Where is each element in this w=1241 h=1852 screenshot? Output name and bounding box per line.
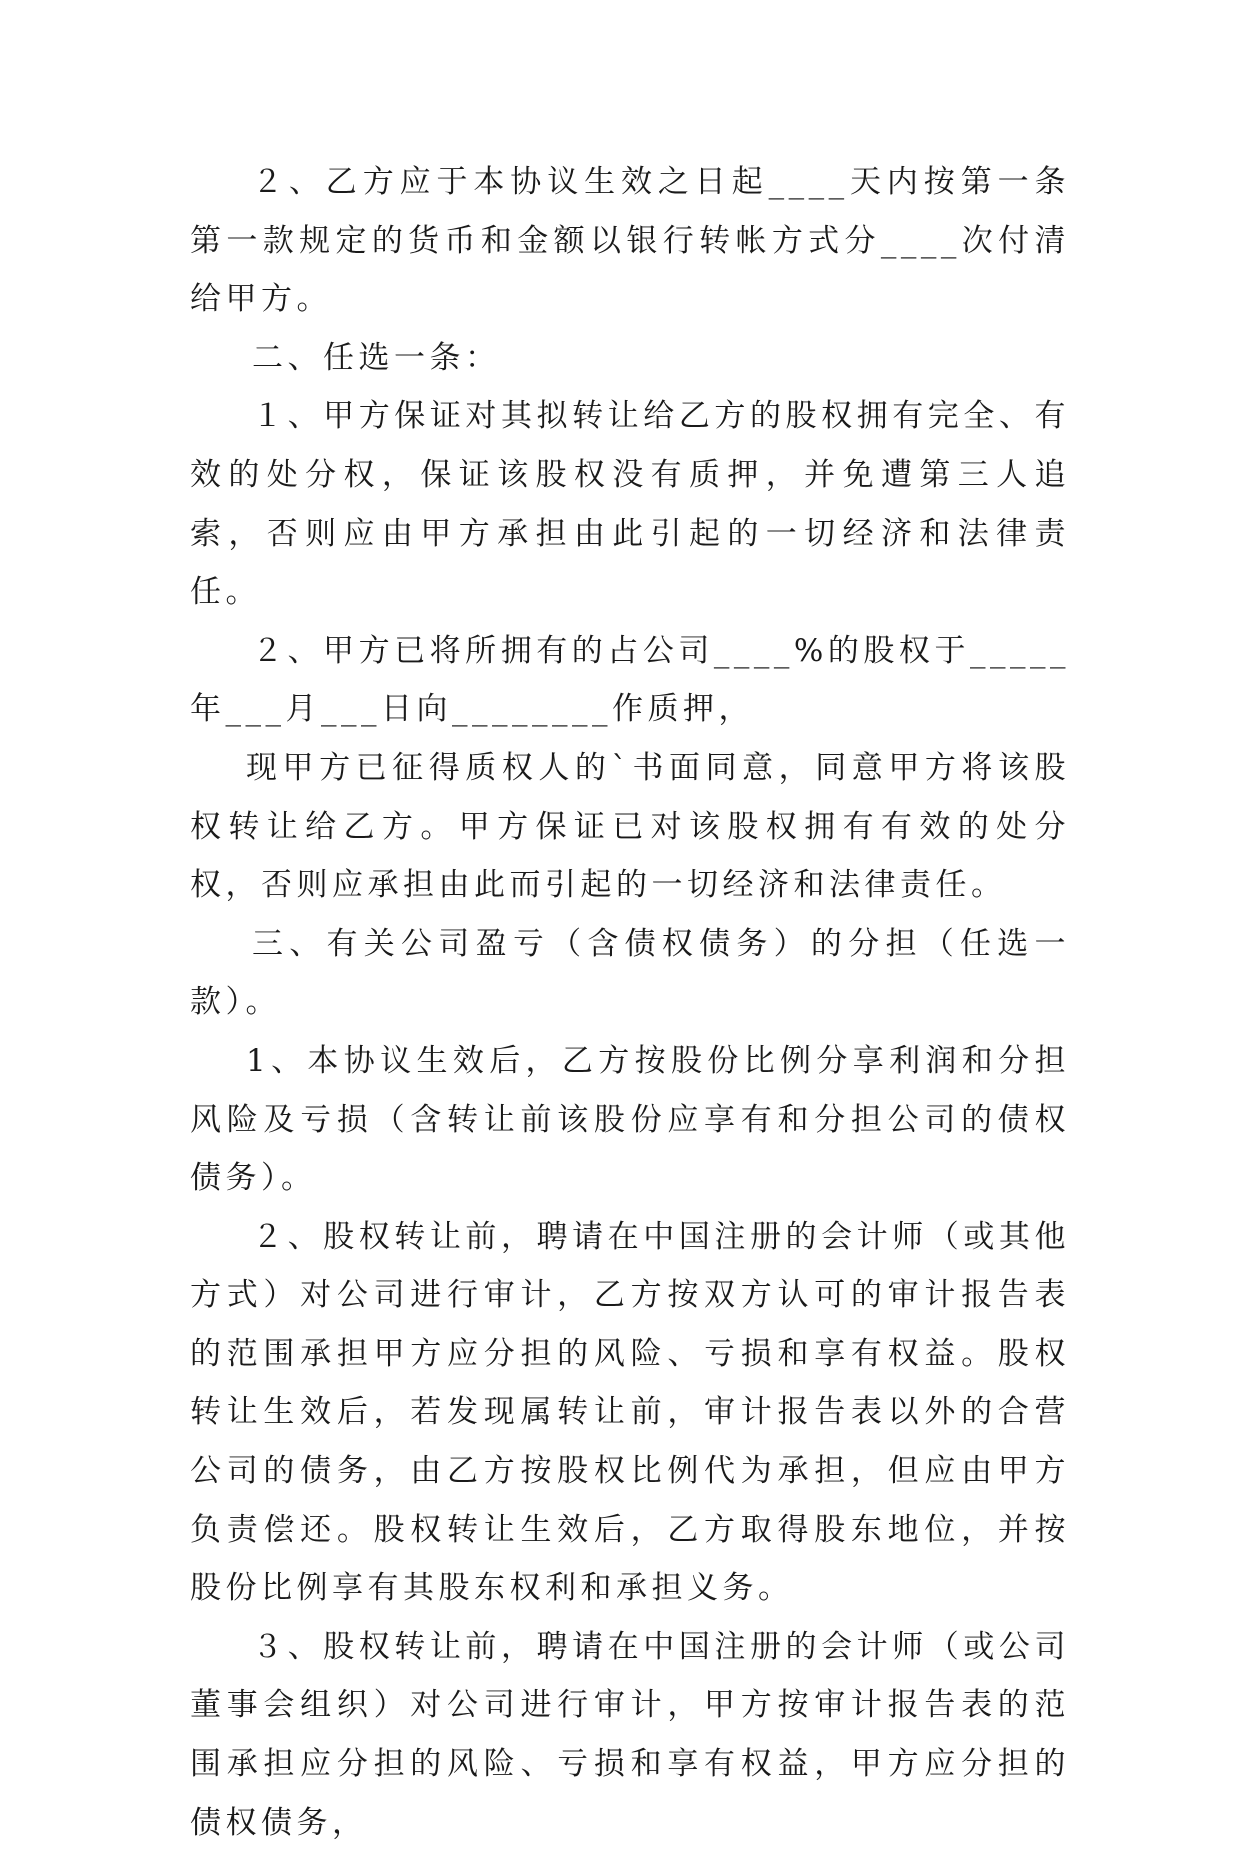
paragraph-profit-loss-option-3: ３、股权转让前，聘请在中国注册的会计师（或公司董事会组织）对公司进行审计，甲方按审计报告表的范围承担应分担的风险、亏损和享有权益，甲方应分担的债权债务，	[190, 1628, 1070, 1841]
paragraph-pledgee-consent: 现甲方已征得质权人的`书面同意，同意甲方将该股权转让给乙方。甲方保证已对该股权拥有有效的处分权，否则应承担由此而引起的一切经济和法律责任。	[190, 749, 1070, 904]
paragraph-profit-loss-option-1: 1、本协议生效后，乙方按股份比例分享利润和分担风险及亏损（含转让前该股份应享有和分担公司的债权债务）。	[190, 1042, 1070, 1197]
paragraph-profit-loss-option-2: ２、股权转让前，聘请在中国注册的会计师（或其他方式）对公司进行审计，乙方按双方认可的审计报告表的范围承担甲方应分担的风险、亏损和享有权益。股权转让生效后，若发现属转让前，审计报告表以外的合营公司的债务，由乙方按股权比例代为承担，但应由甲方负责偿还。股权转让生效后，乙方取得股东地位，并按股份比例享有其股东权利和承担义务。	[190, 1218, 1070, 1607]
document-body	[190, 153, 1070, 1852]
heading-section-two: 二、任选一条：	[252, 339, 501, 376]
paragraph-warranty-option-2: ２、甲方已将所拥有的占公司____%的股权于_____年___月___日向________作质押，	[190, 632, 1070, 728]
heading-section-three: 三、有关公司盈亏（含债权债务）的分担（任选一款）。	[190, 925, 1070, 1021]
paragraph-payment-terms: ２、乙方应于本协议生效之日起____天内按第一条第一款规定的货币和金额以银行转帐方式分____次付清给甲方。	[190, 164, 1070, 318]
paragraph-warranty-option-1: １、甲方保证对其拟转让给乙方的股权拥有完全、有效的处分权，保证该股权没有质押，并免遭第三人追索，否则应由甲方承担由此引起的一切经济和法律责任。	[190, 398, 1070, 611]
